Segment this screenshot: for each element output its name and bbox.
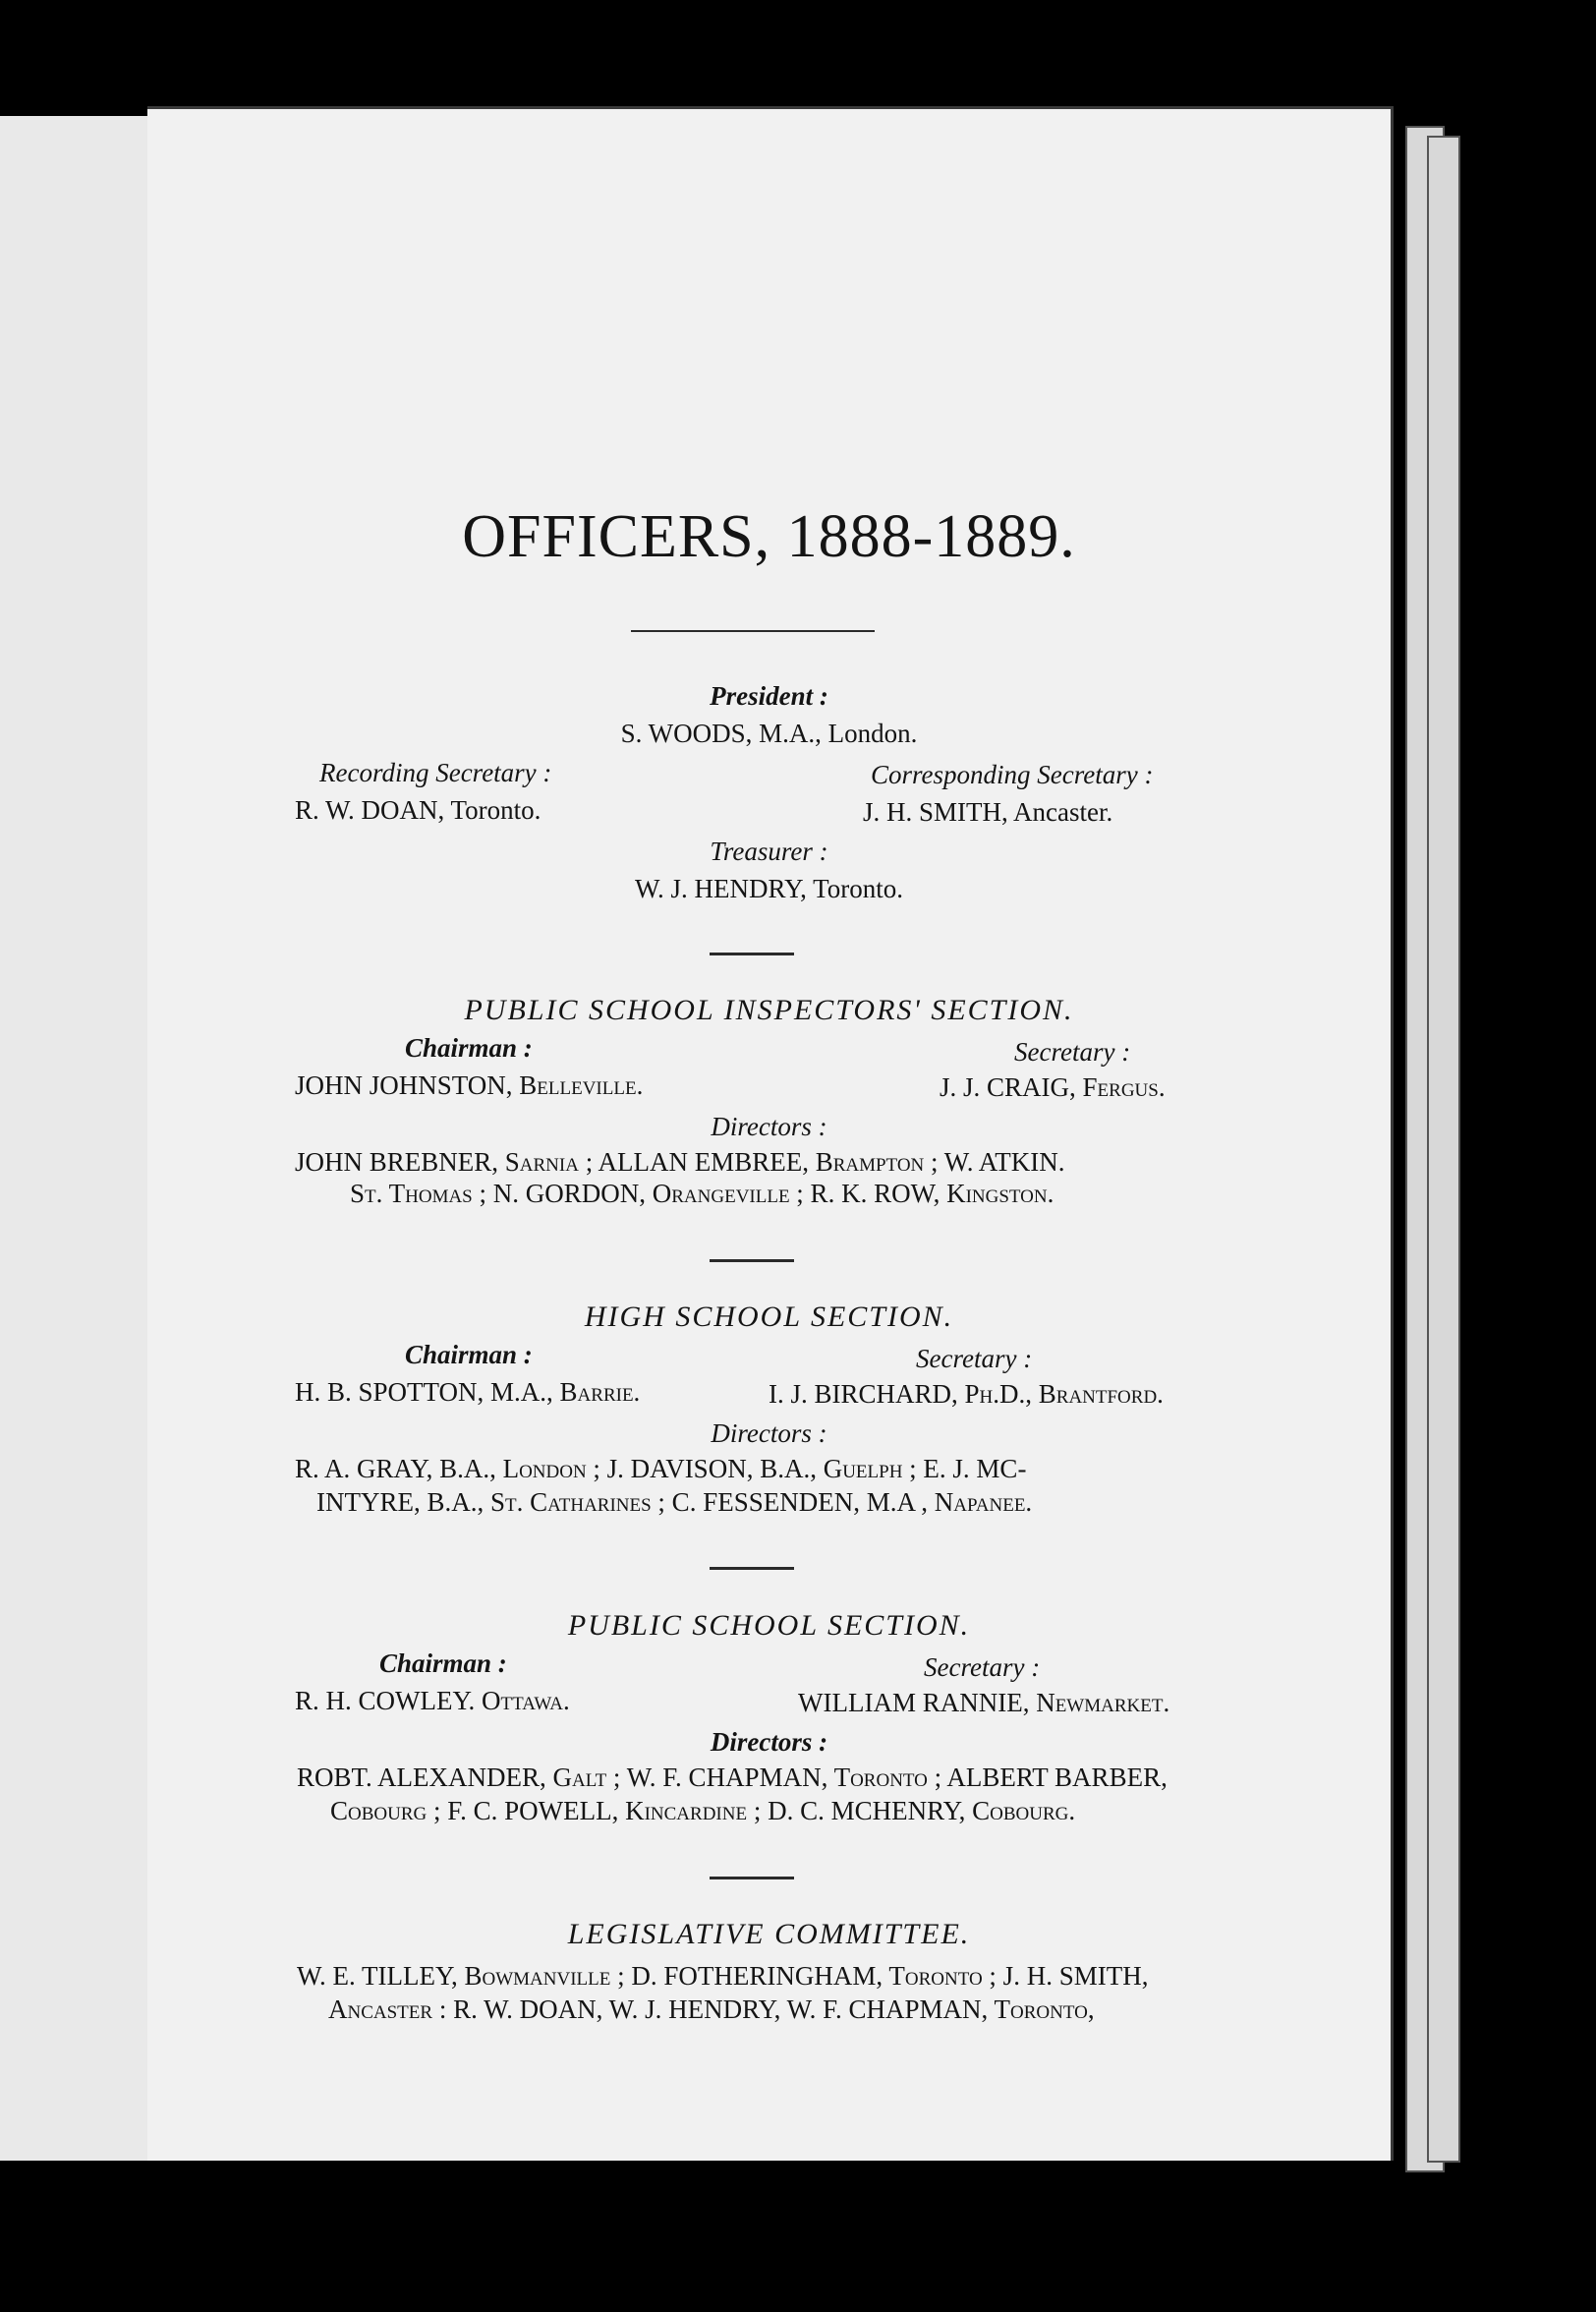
president: S. WOODS, M.A., London. bbox=[620, 719, 918, 748]
document-page bbox=[147, 106, 1394, 2161]
ps-heading: PUBLIC SCHOOL SECTION. bbox=[567, 1609, 971, 1642]
ps-secretary: WILLIAM RANNIE, Newmarket. bbox=[798, 1688, 1170, 1717]
hs-secretary: I. J. BIRCHARD, Ph.D., Brantford. bbox=[769, 1379, 1164, 1409]
psi-secretary-label: Secretary : bbox=[1014, 1037, 1131, 1067]
hs-directors-line-2: INTYRE, B.A., St. Catharines ; C. FESSENDEN, M.A , Napanee. bbox=[316, 1487, 1033, 1517]
recording-secretary: R. W. DOAN, Toronto. bbox=[295, 795, 542, 825]
section-rule bbox=[710, 1877, 794, 1879]
psi-secretary: J. J. CRAIG, Fergus. bbox=[940, 1072, 1166, 1102]
treasurer-label: Treasurer : bbox=[710, 837, 828, 866]
psi-chairman: JOHN JOHNSTON, Belleville. bbox=[295, 1070, 644, 1100]
ps-directors-line-2: Cobourg ; F. C. POWELL, Kincardine ; D. C. MCHENRY, Cobourg. bbox=[330, 1796, 1076, 1825]
ps-directors-label: Directors : bbox=[710, 1727, 828, 1757]
psi-directors-line-2: St. Thomas ; N. GORDON, Orangeville ; R. K. ROW, Kingston. bbox=[350, 1179, 1054, 1208]
page-stack-edge bbox=[1427, 136, 1460, 2163]
ps-directors-line-1: ROBT. ALEXANDER, Galt ; W. F. CHAPMAN, Toronto ; ALBERT BARBER, bbox=[297, 1763, 1168, 1792]
title-rule bbox=[631, 630, 875, 632]
corresponding-secretary-label: Corresponding Secretary : bbox=[871, 760, 1154, 789]
president-label: President : bbox=[710, 681, 828, 711]
hs-directors-line-1: R. A. GRAY, B.A., London ; J. DAVISON, B.A., Guelph ; E. J. MC- bbox=[295, 1454, 1027, 1483]
hs-directors-label: Directors : bbox=[711, 1418, 827, 1448]
leg-heading: LEGISLATIVE COMMITTEE. bbox=[567, 1918, 971, 1950]
section-rule bbox=[710, 1259, 794, 1262]
psi-directors-label: Directors : bbox=[711, 1112, 827, 1141]
psi-heading: PUBLIC SCHOOL INSPECTORS' SECTION. bbox=[464, 994, 1074, 1026]
hs-chairman: H. B. SPOTTON, M.A., Barrie. bbox=[295, 1377, 641, 1407]
section-rule bbox=[710, 1567, 794, 1570]
page-title: OFFICERS, 1888-1889. bbox=[462, 503, 1076, 570]
psi-chairman-label: Chairman : bbox=[405, 1033, 533, 1063]
recording-secretary-label: Recording Secretary : bbox=[319, 758, 552, 787]
treasurer: W. J. HENDRY, Toronto. bbox=[635, 874, 903, 903]
hs-heading: HIGH SCHOOL SECTION. bbox=[584, 1300, 954, 1333]
corresponding-secretary: J. H. SMITH, Ancaster. bbox=[863, 797, 1113, 827]
leg-members-line-2: Ancaster : R. W. DOAN, W. J. HENDRY, W. F. CHAPMAN, Toronto, bbox=[328, 1994, 1095, 2024]
psi-directors-line-1: JOHN BREBNER, Sarnia ; ALLAN EMBREE, Brampton ; W. ATKIN. bbox=[295, 1147, 1065, 1177]
ps-chairman: R. H. COWLEY. Ottawa. bbox=[295, 1686, 570, 1715]
hs-chairman-label: Chairman : bbox=[405, 1340, 533, 1369]
left-page-edge bbox=[0, 116, 150, 2161]
ps-secretary-label: Secretary : bbox=[924, 1652, 1041, 1682]
leg-members-line-1: W. E. TILLEY, Bowmanville ; D. FOTHERINGHAM, Toronto ; J. H. SMITH, bbox=[297, 1961, 1149, 1991]
ps-chairman-label: Chairman : bbox=[379, 1648, 507, 1678]
section-rule bbox=[710, 953, 794, 955]
hs-secretary-label: Secretary : bbox=[916, 1344, 1033, 1373]
